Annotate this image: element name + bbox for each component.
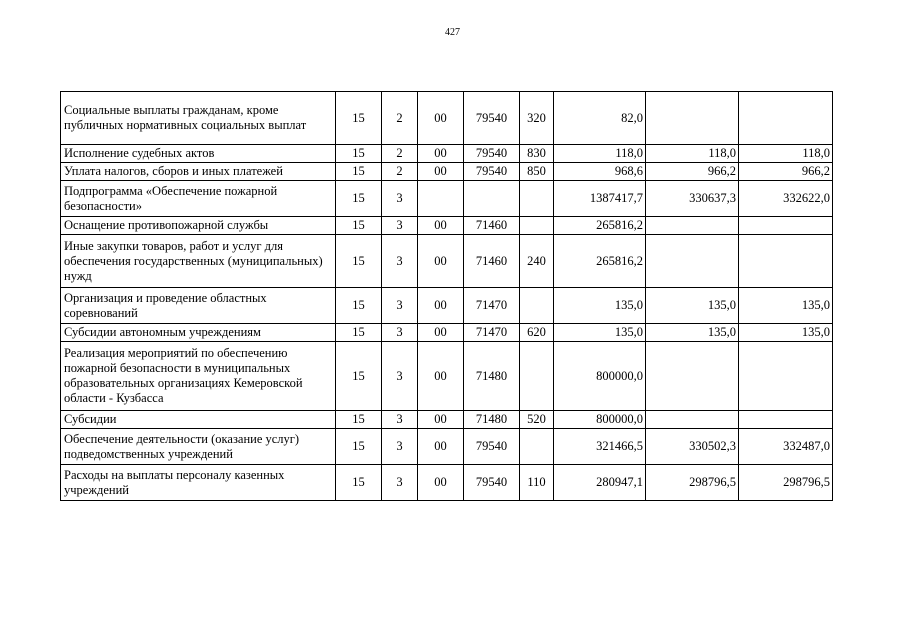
amount-year-3: 332622,0 xyxy=(739,181,833,217)
program-code: 00 xyxy=(418,163,464,181)
section-code: 15 xyxy=(336,217,382,235)
program-code: 00 xyxy=(418,145,464,163)
program-code xyxy=(418,181,464,217)
amount-year-2: 298796,5 xyxy=(646,465,739,501)
amount-year-3: 135,0 xyxy=(739,288,833,324)
program-code: 00 xyxy=(418,288,464,324)
row-name: Субсидии xyxy=(61,411,336,429)
article-code xyxy=(464,181,520,217)
page-number: 427 xyxy=(445,27,460,38)
article-code: 79540 xyxy=(464,92,520,145)
table-row xyxy=(61,145,833,163)
program-code: 00 xyxy=(418,342,464,411)
table-row xyxy=(61,92,833,145)
subsection-code: 3 xyxy=(382,288,418,324)
table-row xyxy=(61,324,833,342)
program-code: 00 xyxy=(418,217,464,235)
subsection-code: 3 xyxy=(382,181,418,217)
section-code: 15 xyxy=(336,324,382,342)
row-name: Реализация мероприятий по обеспечению пожарной безопасности в муниципальных образовательных организациях Кемеровской области - Кузбасса xyxy=(61,342,336,411)
table-row xyxy=(61,288,833,324)
section-code: 15 xyxy=(336,235,382,288)
amount-year-3: 332487,0 xyxy=(739,429,833,465)
article-code: 79540 xyxy=(464,465,520,501)
amount-year-2: 330502,3 xyxy=(646,429,739,465)
row-name: Оснащение противопожарной службы xyxy=(61,217,336,235)
table-row xyxy=(61,342,833,411)
amount-year-2 xyxy=(646,92,739,145)
row-name: Социальные выплаты гражданам, кроме публичных нормативных социальных выплат xyxy=(61,92,336,145)
expense-type-code xyxy=(520,429,554,465)
program-code: 00 xyxy=(418,411,464,429)
program-code: 00 xyxy=(418,324,464,342)
subsection-code: 2 xyxy=(382,163,418,181)
article-code: 71470 xyxy=(464,324,520,342)
expense-type-code xyxy=(520,217,554,235)
amount-year-3 xyxy=(739,92,833,145)
table-row xyxy=(61,217,833,235)
amount-year-2: 118,0 xyxy=(646,145,739,163)
article-code: 71470 xyxy=(464,288,520,324)
subsection-code: 3 xyxy=(382,429,418,465)
expense-type-code: 520 xyxy=(520,411,554,429)
amount-year-2: 966,2 xyxy=(646,163,739,181)
amount-year-1: 265816,2 xyxy=(554,217,646,235)
section-code: 15 xyxy=(336,429,382,465)
amount-year-1: 265816,2 xyxy=(554,235,646,288)
expense-type-code xyxy=(520,288,554,324)
amount-year-1: 800000,0 xyxy=(554,342,646,411)
amount-year-3: 118,0 xyxy=(739,145,833,163)
subsection-code: 2 xyxy=(382,145,418,163)
subsection-code: 3 xyxy=(382,324,418,342)
expense-type-code xyxy=(520,342,554,411)
section-code: 15 xyxy=(336,145,382,163)
program-code: 00 xyxy=(418,92,464,145)
amount-year-1: 118,0 xyxy=(554,145,646,163)
subsection-code: 3 xyxy=(382,465,418,501)
table-row xyxy=(61,235,833,288)
section-code: 15 xyxy=(336,411,382,429)
row-name: Исполнение судебных актов xyxy=(61,145,336,163)
amount-year-2 xyxy=(646,411,739,429)
expense-type-code: 620 xyxy=(520,324,554,342)
row-name: Уплата налогов, сборов и иных платежей xyxy=(61,163,336,181)
amount-year-3: 298796,5 xyxy=(739,465,833,501)
expense-type-code: 320 xyxy=(520,92,554,145)
subsection-code: 3 xyxy=(382,411,418,429)
subsection-code: 3 xyxy=(382,217,418,235)
article-code: 71460 xyxy=(464,235,520,288)
expense-type-code: 240 xyxy=(520,235,554,288)
table-row xyxy=(61,181,833,217)
row-name: Расходы на выплаты персоналу казенных учреждений xyxy=(61,465,336,501)
expense-type-code: 850 xyxy=(520,163,554,181)
table-row xyxy=(61,465,833,501)
amount-year-1: 800000,0 xyxy=(554,411,646,429)
section-code: 15 xyxy=(336,288,382,324)
section-code: 15 xyxy=(336,163,382,181)
program-code: 00 xyxy=(418,235,464,288)
amount-year-3: 135,0 xyxy=(739,324,833,342)
row-name: Организация и проведение областных соревнований xyxy=(61,288,336,324)
article-code: 79540 xyxy=(464,429,520,465)
section-code: 15 xyxy=(336,465,382,501)
amount-year-1: 280947,1 xyxy=(554,465,646,501)
row-name: Обеспечение деятельности (оказание услуг) подведомственных учреждений xyxy=(61,429,336,465)
amount-year-3 xyxy=(739,235,833,288)
budget-table xyxy=(60,91,833,501)
amount-year-2 xyxy=(646,342,739,411)
amount-year-1: 321466,5 xyxy=(554,429,646,465)
amount-year-3 xyxy=(739,411,833,429)
row-name: Подпрограмма «Обеспечение пожарной безопасности» xyxy=(61,181,336,217)
table-row xyxy=(61,163,833,181)
amount-year-1: 82,0 xyxy=(554,92,646,145)
amount-year-1: 968,6 xyxy=(554,163,646,181)
amount-year-3 xyxy=(739,342,833,411)
row-name: Иные закупки товаров, работ и услуг для обеспечения государственных (муниципальных) нужд xyxy=(61,235,336,288)
amount-year-2 xyxy=(646,217,739,235)
article-code: 71460 xyxy=(464,217,520,235)
section-code: 15 xyxy=(336,92,382,145)
article-code: 71480 xyxy=(464,411,520,429)
amount-year-3 xyxy=(739,217,833,235)
amount-year-2 xyxy=(646,235,739,288)
amount-year-1: 135,0 xyxy=(554,288,646,324)
amount-year-2: 330637,3 xyxy=(646,181,739,217)
row-name: Субсидии автономным учреждениям xyxy=(61,324,336,342)
amount-year-2: 135,0 xyxy=(646,324,739,342)
article-code: 79540 xyxy=(464,163,520,181)
section-code: 15 xyxy=(336,181,382,217)
expense-type-code: 830 xyxy=(520,145,554,163)
subsection-code: 2 xyxy=(382,92,418,145)
expense-type-code: 110 xyxy=(520,465,554,501)
amount-year-1: 1387417,7 xyxy=(554,181,646,217)
program-code: 00 xyxy=(418,465,464,501)
section-code: 15 xyxy=(336,342,382,411)
table-row xyxy=(61,429,833,465)
amount-year-3: 966,2 xyxy=(739,163,833,181)
subsection-code: 3 xyxy=(382,342,418,411)
amount-year-2: 135,0 xyxy=(646,288,739,324)
amount-year-1: 135,0 xyxy=(554,324,646,342)
program-code: 00 xyxy=(418,429,464,465)
article-code: 71480 xyxy=(464,342,520,411)
expense-type-code xyxy=(520,181,554,217)
subsection-code: 3 xyxy=(382,235,418,288)
table-row xyxy=(61,411,833,429)
article-code: 79540 xyxy=(464,145,520,163)
